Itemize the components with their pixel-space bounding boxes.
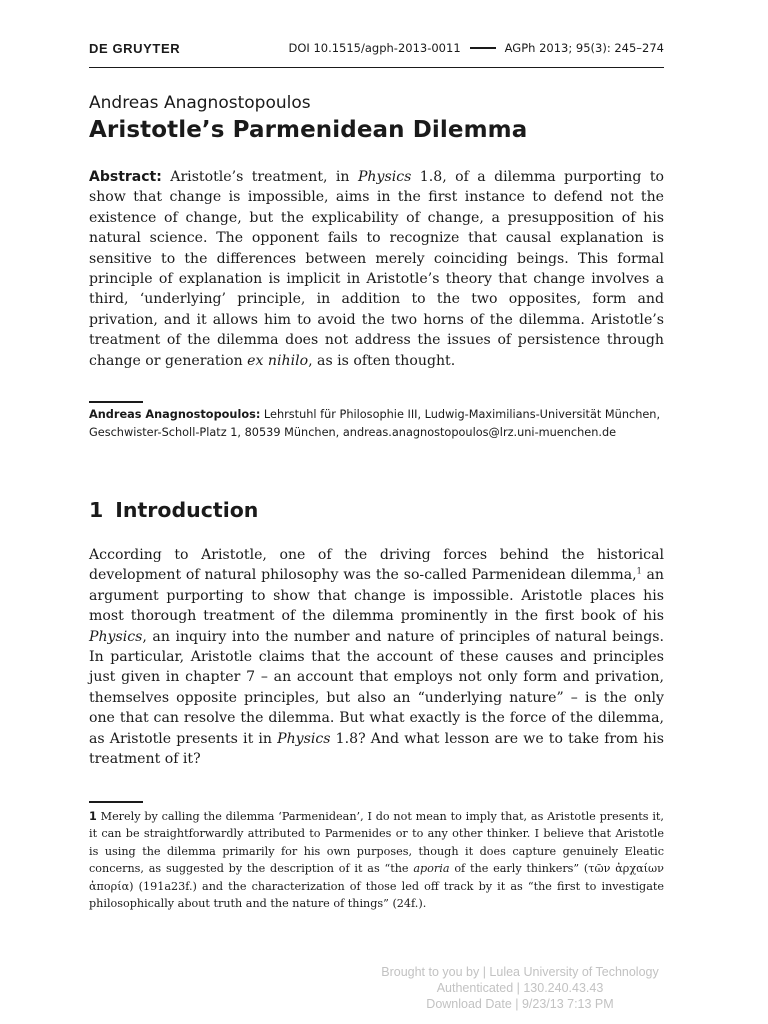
watermark-line: Authenticated | 130.240.43.43: [436, 981, 604, 995]
footnote: [89, 808, 664, 912]
citation-block: [288, 41, 664, 55]
intro-text: According to Aristotle, one of the driving forces behind the historical development of natural philosophy was the so-called Parmenidean dilemma,: [89, 547, 664, 584]
intro-text: 1.8? And what lesson are we to take from his treatment of it?: [89, 730, 664, 768]
footnote-rule: [89, 801, 143, 803]
intro-text: an argument purporting to show that change is impossible. Aristotle places his most thorough treatment of the dilemma prominently in the first book of his: [89, 567, 664, 625]
affiliation-text: Lehrstuhl für Philosophie III, Ludwig-Maximilians-Universität München, Geschwister-Scholl-Platz 1, 80539 München, andreas.anagnostopoulos@lrz.uni-muenchen.de: [89, 408, 661, 439]
footnote-text: of the early thinkers” (τῶν ἀρχαίων ἀπορία) (191a23f.) and the characterization of those led off track by it as “the first to investigate philosophically about truth and the nature of things” (24f.).: [89, 862, 664, 911]
watermark-line: Brought to you by | Lulea University of Technology: [381, 965, 659, 979]
abstract-text: , as is often thought.: [308, 352, 456, 369]
affiliation-author-name: Andreas Anagnostopoulos:: [89, 408, 261, 421]
abstract-italic: Physics: [357, 169, 412, 185]
abstract-label: Abstract:: [89, 169, 162, 185]
footnote-reference[interactable]: 1: [636, 566, 642, 576]
section-number: 1: [89, 498, 104, 522]
article-title: Aristotle’s Parmenidean Dilemma: [89, 117, 528, 143]
journal-citation: AGPh 2013; 95(3): 245–274: [504, 41, 664, 55]
author-affiliation: [89, 406, 664, 441]
download-watermark: [340, 964, 700, 1012]
affiliation-rule: [89, 401, 143, 403]
intro-text: , an inquiry into the number and nature of principles of natural beings. In particular, Aristotle claims that the account of these causes and principles just given in chapter 7 – an account that employs not only form and privation, themselves opposite principles, but also an “underlying nature” – is the only one that can resolve the dilemma. But what exactly is the force of the dilemma, as Aristotle presents it in: [89, 628, 664, 747]
footnote-number: 1: [89, 810, 97, 823]
intro-italic: Physics: [89, 628, 143, 645]
abstract-italic: ex nihilo: [247, 352, 309, 369]
abstract-text: 1.8, of a dilemma purporting to show that change is impossible, aims in the first instance to defend not the existence of change, but the explicability of change, a presupposition of his natural science. The opponent fails to recognize that causal explanation is sensitive to the differences between merely coinciding beings. This formal principle of explanation is implicit in Aristotle’s theory that change involves a third, ‘underlying’ principle, in addition to the two opposites, form and privation, and it allows him to avoid the two horns of the dilemma. Aristotle’s treatment of the dilemma does not address the issues of persistence through change or generation: [89, 169, 664, 369]
abstract-text: Aristotle’s treatment, in: [161, 169, 358, 185]
article-author: Andreas Anagnostopoulos: [89, 93, 311, 113]
footnote-italic: aporia: [413, 862, 450, 876]
watermark-line: Download Date | 9/23/13 7:13 PM: [426, 997, 614, 1011]
header-rule: [89, 67, 664, 68]
section-heading: [89, 498, 258, 522]
footnote-text: Merely by calling the dilemma ‘Parmenidean’, I do not mean to imply that, as Aristotle presents it, it can be straightforwardly attributed to Parmenides or to any other thinker. I believe that Aristotle is using the dilemma primarily for his own purposes, though it does capture genuinely Eleatic concerns, as suggested by the description of it as “the: [89, 810, 664, 876]
abstract-paragraph: [89, 167, 664, 371]
header-dash: [470, 47, 496, 49]
intro-italic: Physics: [277, 730, 331, 747]
doi-text: DOI 10.1515/agph-2013-0011: [288, 41, 461, 55]
section-title: Introduction: [115, 498, 259, 522]
running-header: [89, 41, 664, 61]
publisher-name: DE GRUYTER: [89, 41, 181, 56]
intro-paragraph: [89, 545, 664, 769]
